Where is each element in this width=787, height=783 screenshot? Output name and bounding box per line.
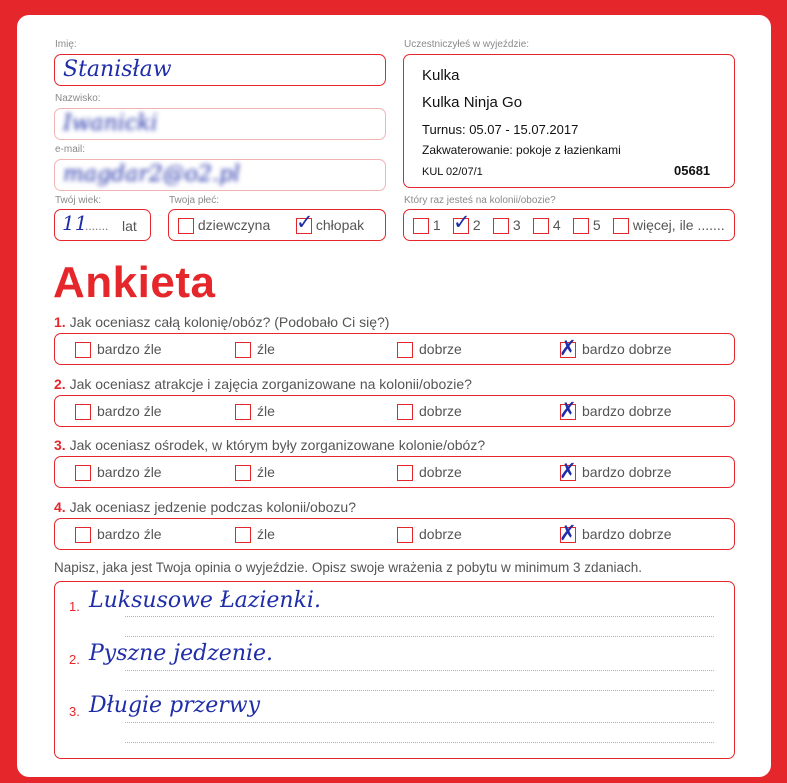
rating-option[interactable] [75, 526, 162, 543]
times-option-2[interactable] [453, 210, 481, 235]
rating-option-label: dobrze [419, 402, 462, 419]
question-number: 4. [54, 498, 66, 515]
times-label-2: 2 [472, 217, 481, 233]
opinion-field[interactable] [54, 581, 735, 759]
rating-option-label: bardzo dobrze [582, 341, 672, 357]
gender-label: Twoja płeć: [169, 195, 220, 206]
rating-checkbox[interactable] [235, 465, 251, 481]
last-name-field[interactable] [54, 108, 386, 140]
rating-option[interactable] [559, 520, 672, 545]
rating-option-label: źle [257, 464, 275, 480]
gender-boy-label: chłopak [315, 217, 365, 233]
survey-title: Ankieta [53, 258, 216, 307]
opinion-rule [125, 722, 714, 723]
rating-option[interactable] [235, 341, 275, 358]
age-unit: lat [122, 218, 137, 234]
rating-option-label: bardzo dobrze [582, 464, 672, 480]
rating-checkbox[interactable] [75, 342, 91, 358]
opinion-line-number: 3. [69, 704, 80, 719]
trip-name: Kulka Ninja Go [422, 94, 523, 111]
cross-mark-icon: ✗ [559, 336, 577, 361]
rating-row [54, 395, 735, 427]
gender-girl-checkbox[interactable] [178, 218, 194, 234]
gender-field [168, 209, 386, 241]
rating-checkbox[interactable] [397, 527, 413, 543]
rating-row [54, 456, 735, 488]
question-number: 3. [54, 437, 66, 453]
rating-option-label: bardzo źle [97, 525, 162, 542]
times-option-1[interactable] [413, 217, 441, 234]
rating-option-label: bardzo dobrze [582, 402, 672, 419]
times-option-5[interactable] [573, 217, 601, 234]
question-text [54, 499, 356, 515]
opinion-rule [125, 690, 714, 691]
rating-option-label: bardzo dobrze [582, 525, 672, 542]
gender-girl-label: dziewczyna [197, 217, 271, 233]
cross-mark-icon: ✗ [559, 520, 577, 545]
rating-option[interactable] [235, 526, 275, 543]
rating-checkbox[interactable] [75, 465, 91, 481]
question-number: 2. [54, 375, 66, 392]
rating-checkbox[interactable] [397, 342, 413, 358]
age-dots: ....... [85, 219, 109, 233]
question-label: Jak oceniasz ośrodek, w którym były zorganizowane kolonie/obóz? [69, 437, 486, 453]
rating-checkbox[interactable] [235, 527, 251, 543]
rating-option[interactable] [397, 403, 462, 420]
opinion-rule [125, 742, 714, 743]
first-name-field[interactable] [54, 54, 386, 86]
rating-checkbox[interactable] [75, 404, 91, 420]
age-value: 11 [62, 211, 88, 235]
question-label: Jak oceniasz jedzenie podczas kolonii/obozu? [69, 498, 356, 515]
times-option-4[interactable] [533, 217, 561, 234]
trip-label: Uczestniczyłeś w wyjeździe: [404, 39, 530, 50]
rating-option-label: dobrze [419, 464, 462, 480]
question-label: Jak oceniasz całą kolonię/obóz? (Podobało Ci się?) [69, 314, 390, 330]
age-label: Twój wiek: [55, 195, 102, 206]
opinion-line-text: Luksusowe Łazienki. [89, 588, 321, 613]
rating-option[interactable] [235, 403, 275, 420]
opinion-rule [125, 636, 714, 637]
first-name-label: Imię: [55, 39, 77, 50]
gender-option-girl[interactable] [178, 217, 270, 234]
rating-checkbox[interactable] [559, 459, 577, 484]
opinion-line-number: 1. [69, 599, 80, 614]
question-text [54, 437, 485, 453]
rating-option-label: źle [257, 402, 275, 419]
times-field [403, 209, 735, 241]
rating-option-label: bardzo źle [97, 402, 162, 419]
gender-option-boy[interactable] [296, 210, 365, 235]
rating-option[interactable] [397, 464, 462, 481]
rating-checkbox[interactable] [397, 404, 413, 420]
opinion-rule [125, 670, 714, 671]
first-name-value: Stanisław [63, 57, 172, 82]
opinion-line-text: Długie przerwy [89, 693, 261, 718]
rating-row [54, 333, 735, 365]
rating-option-label: bardzo źle [97, 341, 162, 357]
trip-number: 05681 [674, 163, 711, 178]
opinion-prompt: Napisz, jaka jest Twoja opinia o wyjeździe. Opisz swoje wrażenia z pobytu w minimum 3 zdaniach. [54, 560, 643, 575]
trip-accommodation: Zakwaterowanie: pokoje z łazienkami [422, 143, 621, 157]
rating-checkbox[interactable] [397, 465, 413, 481]
rating-checkbox[interactable] [559, 397, 577, 422]
rating-option-label: źle [257, 525, 275, 542]
check-mark-icon: ✓ [296, 210, 314, 235]
opinion-line-text: Pyszne jedzenie. [89, 641, 274, 666]
rating-checkbox[interactable] [559, 520, 577, 545]
last-name-label: Nazwisko: [55, 93, 101, 104]
rating-option[interactable] [75, 464, 162, 481]
email-value: magdar2@o2.pl [63, 162, 241, 187]
rating-option[interactable] [397, 526, 462, 543]
survey-sheet [17, 15, 771, 777]
times-checkbox[interactable] [533, 218, 549, 234]
opinion-line-number: 2. [69, 652, 80, 667]
rating-option-label: źle [257, 341, 275, 357]
times-option-3[interactable] [493, 217, 521, 234]
times-checkbox[interactable] [453, 210, 471, 235]
times-option-more[interactable] [613, 217, 725, 234]
rating-checkbox[interactable] [559, 336, 577, 361]
gender-boy-checkbox[interactable] [296, 210, 314, 235]
question-text [54, 376, 472, 392]
rating-option[interactable] [75, 403, 162, 420]
rating-option[interactable] [235, 464, 275, 481]
cross-mark-icon: ✗ [559, 459, 577, 484]
times-label-more: więcej, ile ....... [632, 217, 725, 233]
rating-option-label: dobrze [419, 341, 462, 357]
trip-ticket [403, 54, 735, 188]
rating-option[interactable] [559, 397, 672, 422]
rating-option[interactable] [559, 459, 672, 484]
times-checkbox[interactable] [493, 218, 509, 234]
times-checkbox[interactable] [573, 218, 589, 234]
rating-option[interactable] [75, 341, 162, 358]
trip-brand: Kulka [422, 67, 460, 84]
cross-mark-icon: ✗ [559, 397, 577, 422]
question-number: 1. [54, 314, 66, 330]
email-field[interactable] [54, 159, 386, 191]
question-label: Jak oceniasz atrakcje i zajęcia zorganizowane na kolonii/obozie? [69, 375, 472, 392]
rating-option-label: bardzo źle [97, 464, 162, 480]
opinion-rule [125, 616, 714, 617]
age-field[interactable] [54, 209, 151, 241]
rating-option-label: dobrze [419, 525, 462, 542]
rating-row [54, 518, 735, 550]
email-label: e-mail: [55, 144, 86, 155]
times-label-3: 3 [512, 217, 521, 233]
check-mark-icon: ✓ [453, 210, 471, 235]
times-checkbox[interactable] [613, 218, 629, 234]
question-text [54, 314, 389, 330]
rating-option[interactable] [397, 341, 462, 358]
rating-checkbox[interactable] [235, 342, 251, 358]
times-label-1: 1 [432, 217, 441, 233]
rating-checkbox[interactable] [235, 404, 251, 420]
times-checkbox[interactable] [413, 218, 429, 234]
rating-option[interactable] [559, 336, 672, 361]
last-name-value: Iwanicki [63, 111, 158, 136]
times-label-4: 4 [552, 217, 561, 233]
times-label: Który raz jesteś na kolonii/obozie? [404, 195, 556, 206]
rating-checkbox[interactable] [75, 527, 91, 543]
times-label-5: 5 [592, 217, 601, 233]
trip-turnus: Turnus: 05.07 - 15.07.2017 [422, 122, 579, 137]
trip-code: KUL 02/07/1 [422, 166, 483, 178]
